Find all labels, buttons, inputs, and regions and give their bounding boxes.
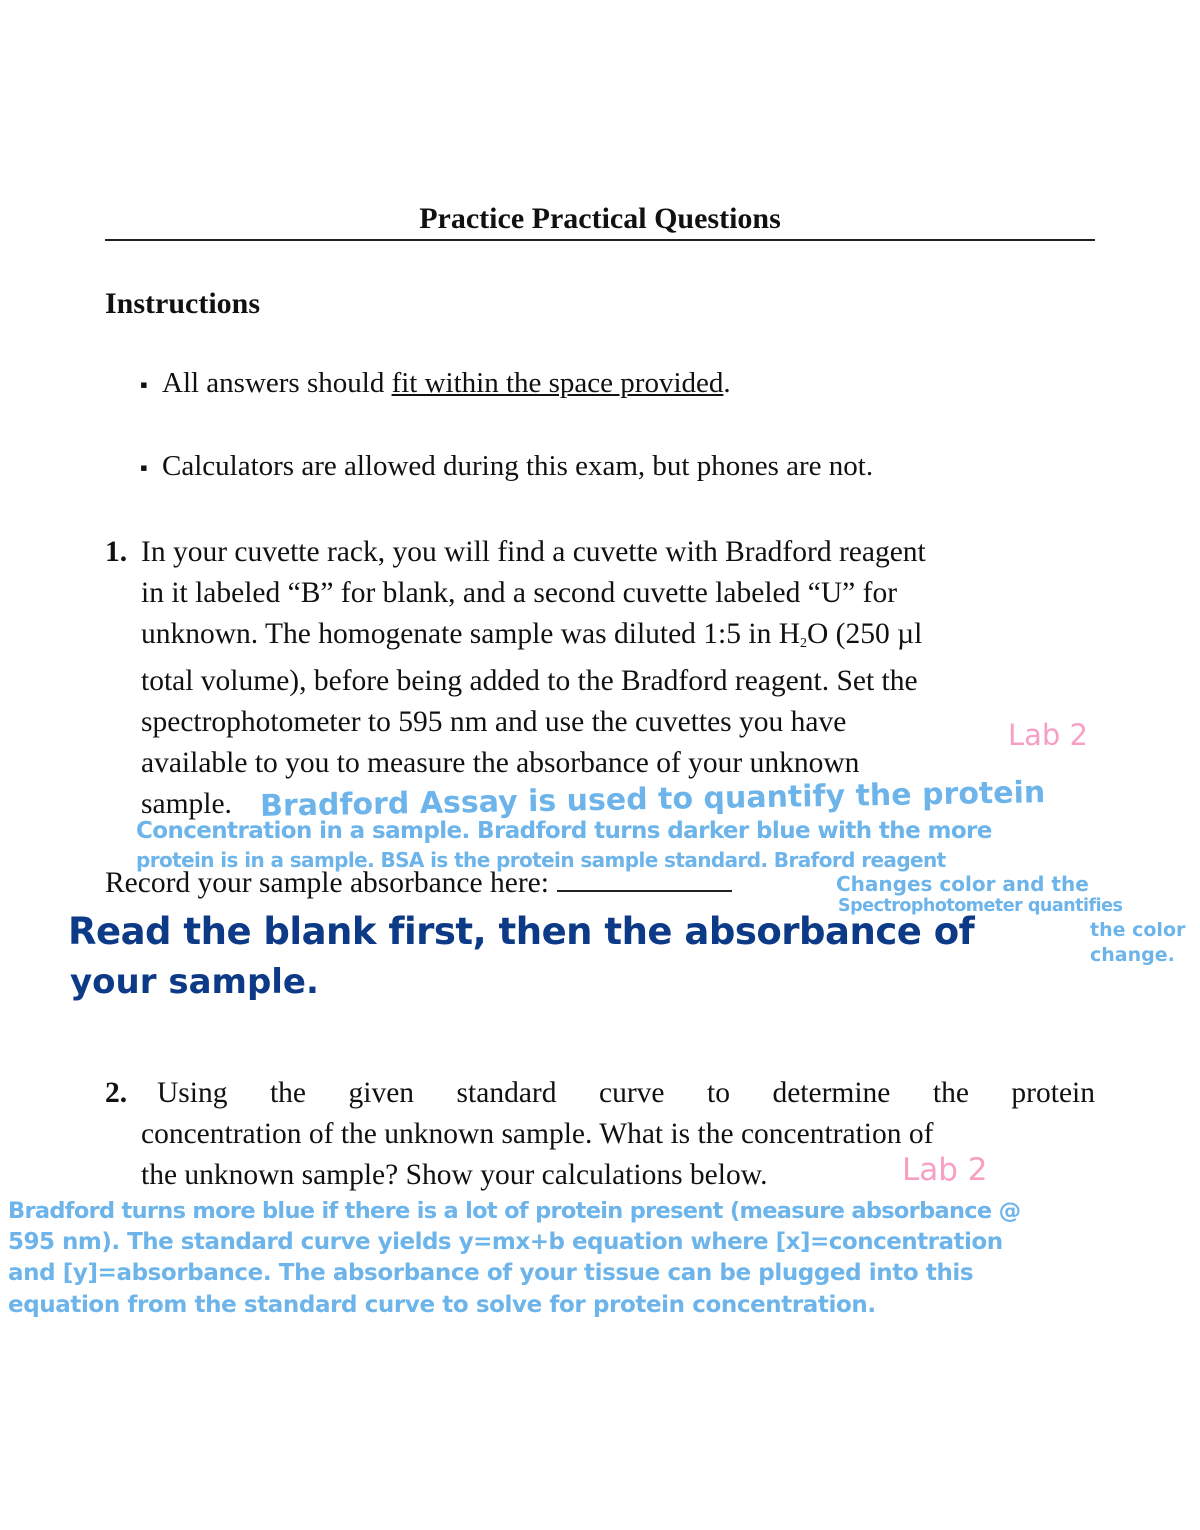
bullet-icon: ▪: [140, 372, 148, 397]
lab-tag-annotation: Lab 2: [902, 1152, 988, 1188]
instruction-bullet-2: ▪ Calculators are allowed during this exam, but phones are not.: [140, 450, 874, 482]
question-line: concentration of the unknown sample. What is the concentration of: [141, 1118, 934, 1150]
handwritten-note-line: Read the blank first, then the absorbance of: [68, 910, 975, 953]
question-line: unknown. The homogenate sample was diluted 1:5 in $H_2O$ (250 µl: [141, 618, 923, 651]
handwritten-note-line: your sample.: [70, 962, 319, 1002]
handwritten-note-line: Spectrophotometer quantifies: [838, 896, 1123, 916]
instructions-heading: Instructions: [105, 287, 261, 320]
question-line: in it labeled “B” for blank, and a second cuvette labeled “U” for: [141, 577, 898, 609]
question-line: In your cuvette rack, you will find a cuvette with Bradford reagent: [141, 536, 926, 568]
answer-blank[interactable]: [557, 870, 732, 892]
question-line: sample.: [141, 788, 232, 820]
question-number: 1.: [105, 536, 128, 568]
handwritten-note-line: Changes color and the: [836, 872, 1089, 896]
record-absorbance-line: Record your sample absorbance here:: [105, 867, 732, 900]
instruction-bullet-1: ▪ All answers should fit within the space provided.: [140, 367, 731, 399]
handwritten-note-line: Concentration in a sample. Bradford turns darker blue with the more: [136, 818, 992, 844]
handwritten-note-line: Bradford Assay is used to quantify the protein: [259, 775, 1046, 824]
title-divider: [105, 239, 1095, 241]
bullet-icon: ▪: [140, 455, 148, 480]
question-line: total volume), before being added to the Bradford reagent. Set the: [141, 665, 918, 697]
handwritten-note-line: change.: [1090, 944, 1175, 966]
underlined-phrase: fit within the space provided: [391, 367, 724, 399]
handwritten-note-line: equation from the standard curve to solve for protein concentration.: [8, 1292, 876, 1318]
lab-tag-annotation: Lab 2: [1008, 718, 1089, 752]
question-line: Using the given standard curve to determine the protein: [157, 1077, 1095, 1109]
question-number: 2.: [105, 1077, 128, 1109]
question-line: available to you to measure the absorbance of your unknown: [141, 747, 860, 779]
handwritten-note-line: and [y]=absorbance. The absorbance of your tissue can be plugged into this: [8, 1260, 974, 1286]
handwritten-note-line: the color: [1090, 919, 1186, 941]
page-title: Practice Practical Questions: [419, 202, 781, 235]
handwritten-note-line: Bradford turns more blue if there is a lot of protein present (measure absorbance @: [8, 1198, 1021, 1224]
question-line: spectrophotometer to 595 nm and use the cuvettes you have: [141, 706, 847, 738]
handwritten-note-line: protein is in a sample. BSA is the protein sample standard. Braford reagent: [136, 848, 946, 872]
question-line: the unknown sample? Show your calculations below.: [141, 1159, 768, 1191]
handwritten-note-line: 595 nm). The standard curve yields y=mx+b equation where [x]=concentration: [8, 1229, 1003, 1255]
